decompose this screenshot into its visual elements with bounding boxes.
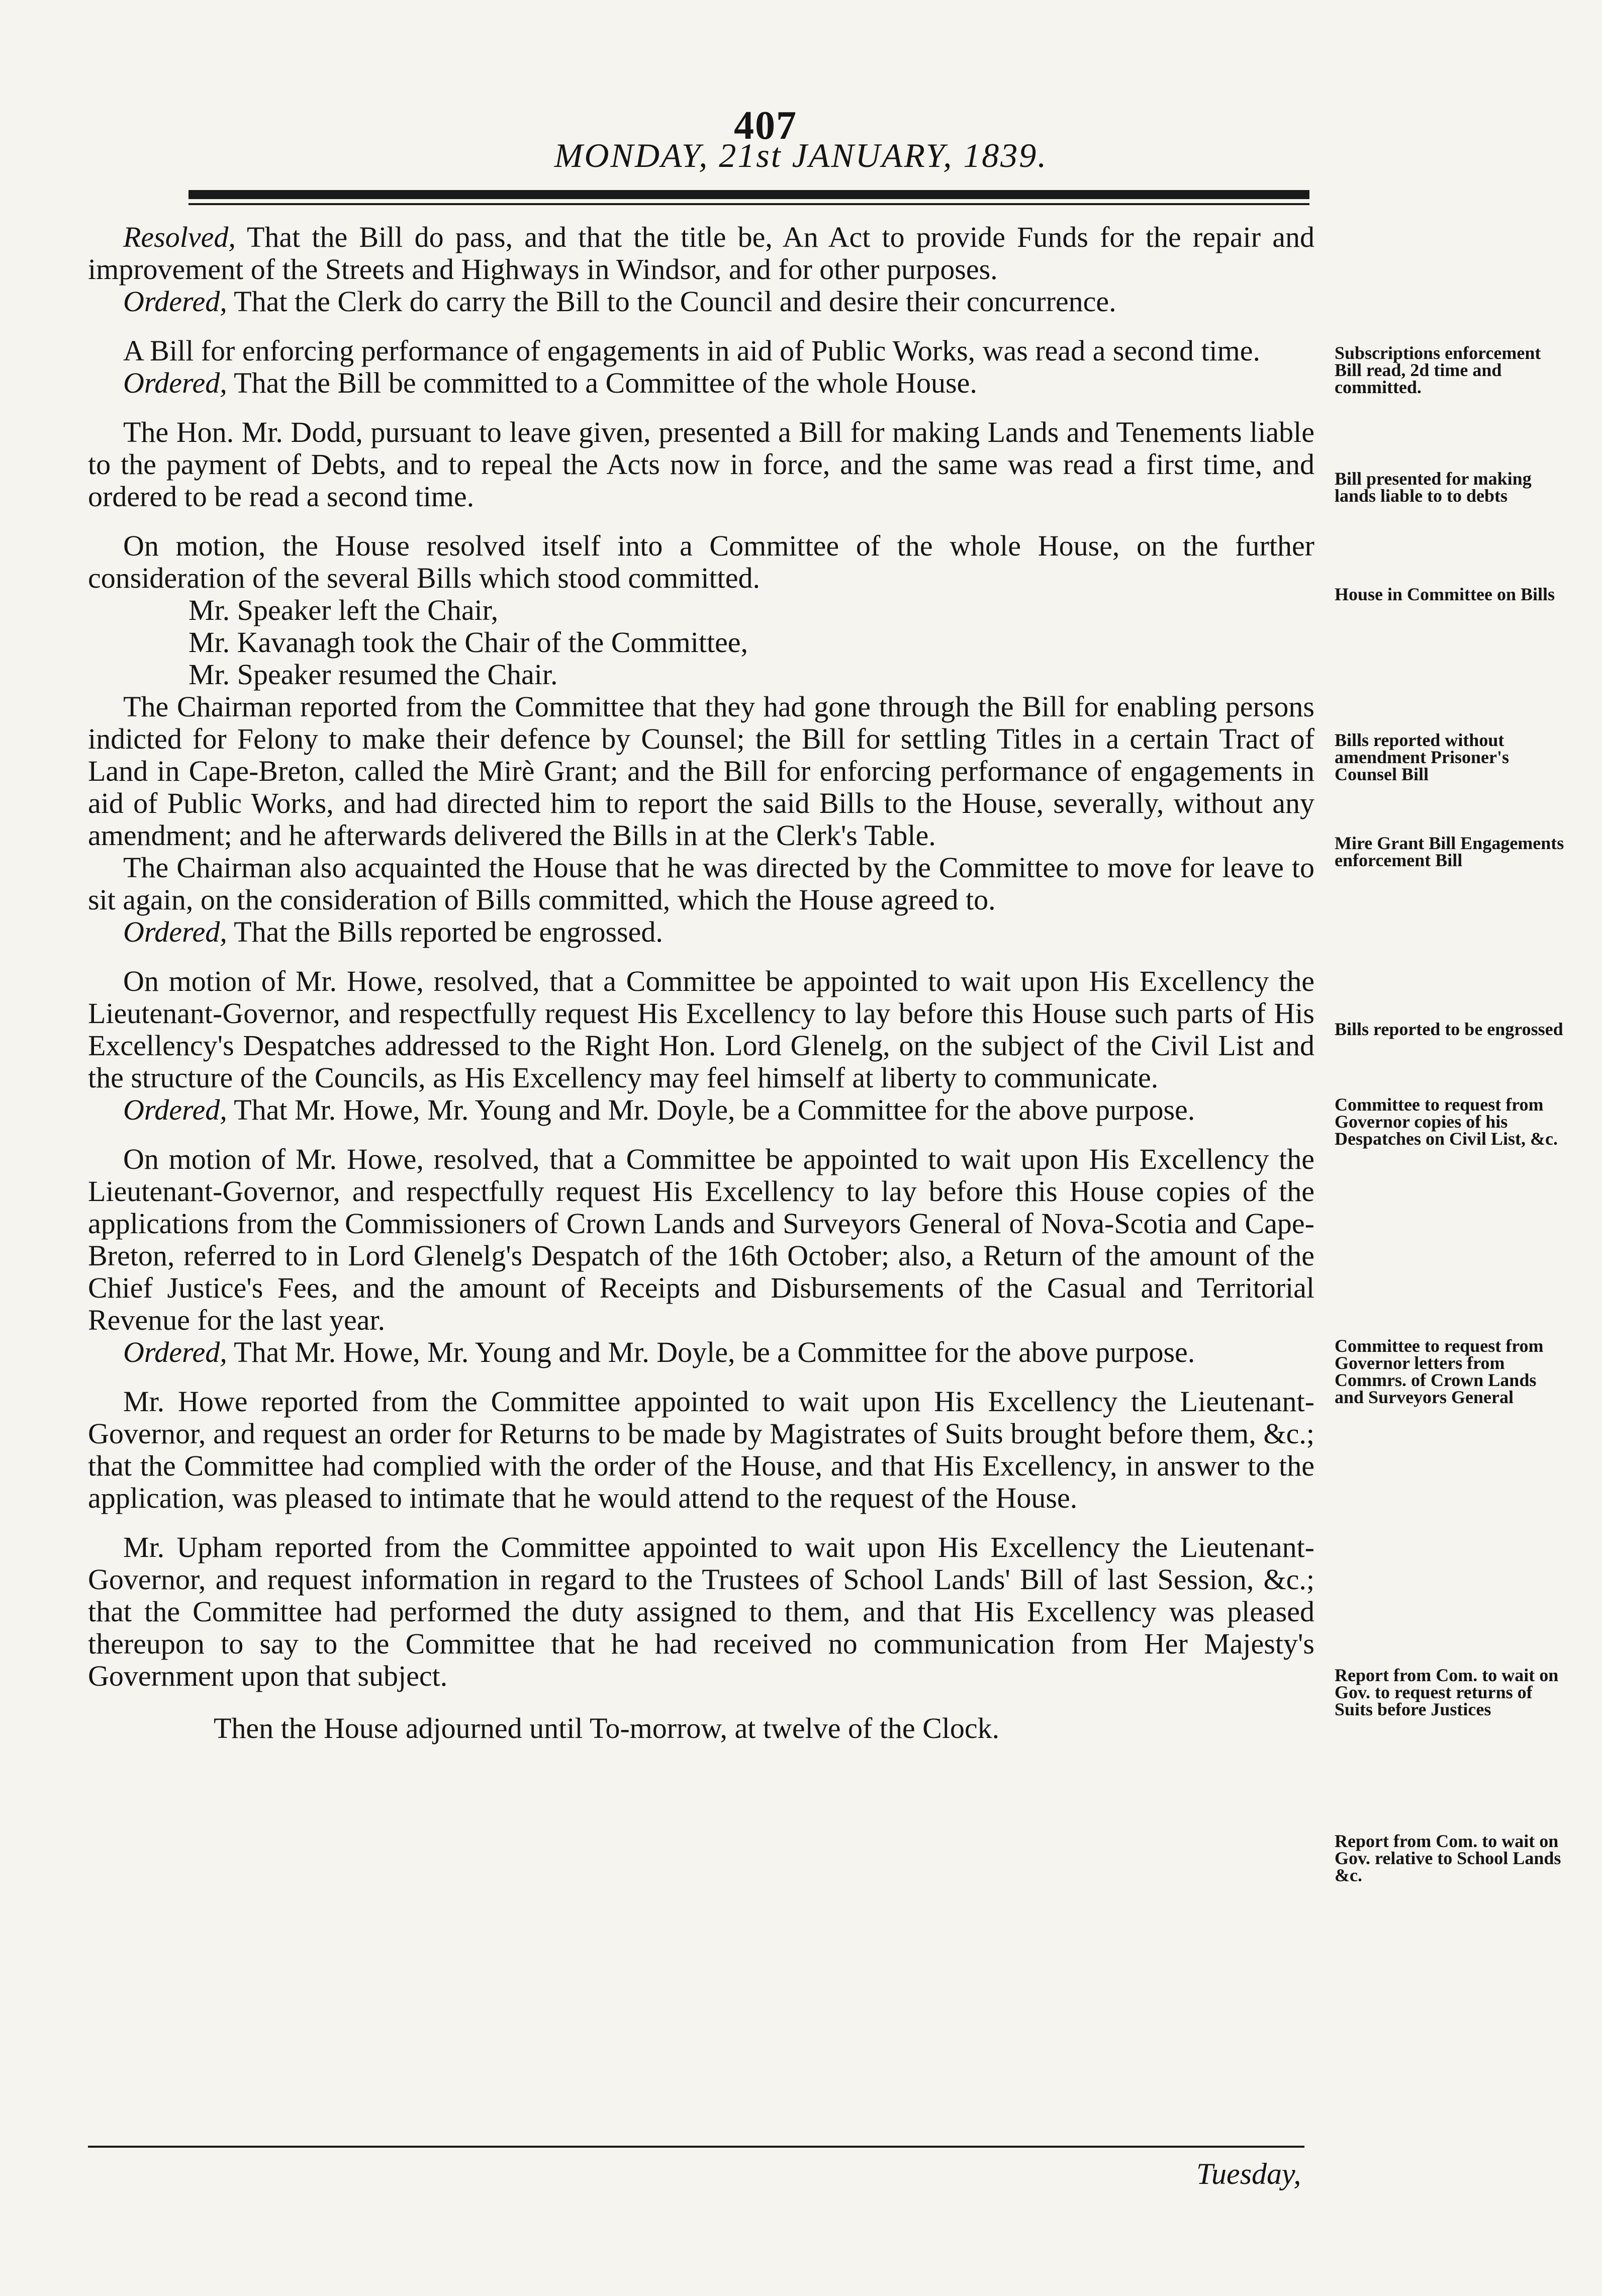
journal-body [88, 221, 1314, 1744]
paragraph-text: Then the House adjourned until To-morrow, at twelve of the Clock. [214, 1712, 1000, 1744]
page-number: 407 [734, 104, 797, 148]
paragraph-lead: Ordered, [123, 366, 227, 399]
margin-note: Subscriptions enforcement Bill read, 2d time and committed. [1335, 343, 1541, 397]
paragraph-text: That Mr. Howe, Mr. Young and Mr. Doyle, be a Committee for the above purpose. [227, 1336, 1195, 1368]
paragraph-lead: Ordered, [123, 1093, 227, 1126]
paragraph [88, 286, 1314, 318]
margin-note: Report from Com. to wait on Gov. to request returns of Suits before Justices [1335, 1665, 1559, 1719]
paragraph-text: A Bill for enforcing performance of engagements in aid of Public Works, was read a second time. [123, 334, 1261, 367]
paragraph [88, 659, 1314, 691]
paragraph-text: On motion of Mr. Howe, resolved, that a Committee be appointed to wait upon His Excellency the Lieutenant-Governor, and respectfully request His Excellency to lay before this House such parts of His Excellency's Despatches addressed to the Right Hon. Lord Glenelg, on the subject of the Civil List and the structure of the Councils, as His Excellency may feel himself at liberty to communicate. [88, 965, 1314, 1094]
paragraph-text: On motion of Mr. Howe, resolved, that a Committee be appointed to wait upon His Excellency the Lieutenant-Governor, and respectfully request His Excellency to lay before this House copies of the applications from the Commissioners of Crown Lands and Surveyors General of Nova-Scotia and Cape-Breton, referred to in Lord Glenelg's Despatch of the 16th October; also, a Return of the amount of the Chief Justice's Fees, and the amount of Receipts and Disbursements of the Casual and Territorial Revenue for the last year. [88, 1143, 1314, 1336]
paragraph-text: The Hon. Mr. Dodd, pursuant to leave given, presented a Bill for making Lands and Tenements liable to the payment of Debts, and to repeal the Acts now in force, and the same was read a first time, and ordered to be read a second time. [88, 416, 1314, 513]
paragraph [88, 1712, 1314, 1744]
paragraph-text: That the Bill be committed to a Committee of the whole House. [227, 366, 977, 399]
date-heading: MONDAY, 21st JANUARY, 1839. [554, 136, 1048, 174]
header-rule-thick [189, 190, 1309, 199]
margin-note: Report from Com. to wait on Gov. relative to School Lands &c. [1335, 1831, 1561, 1885]
margin-note: House in Committee on Bills [1335, 584, 1555, 604]
paragraph [88, 367, 1314, 399]
paragraph-text: The Chairman reported from the Committee that they had gone through the Bill for enabling persons indicted for Felony to make their defence by Counsel; the Bill for settling Titles in a certain Tract of Land in Cape-Breton, called the Mirè Grant; and the Bill for enforcing performance of engagements in aid of Public Works, and had directed him to report the said Bills to the House, severally, without any amendment; and he afterwards delivered the Bills in at the Clerk's Table. [88, 690, 1314, 852]
paragraph [88, 1386, 1314, 1514]
paragraph-text: The Chairman also acquainted the House that he was directed by the Committee to move for leave to sit again, on the consideration of Bills committed, which the House agreed to. [88, 851, 1314, 916]
paragraph [88, 965, 1314, 1094]
paragraph-text: On motion, the House resolved itself into a Committee of the whole House, on the further consideration of the several Bills which stood committed. [88, 529, 1314, 594]
paragraph [88, 1143, 1314, 1336]
paragraph [88, 1531, 1314, 1692]
paragraph-lead: Ordered, [123, 285, 227, 318]
paragraph [88, 691, 1314, 852]
paragraph [88, 530, 1314, 594]
paragraph-text: That the Bill do pass, and that the title be, An Act to provide Funds for the repair and improvement of the Streets and Highways in Windsor, and for other purposes. [88, 221, 1314, 286]
paragraph-lead: Ordered, [123, 1336, 227, 1368]
footer-rule [88, 2146, 1304, 2148]
paragraph-text: Mr. Howe reported from the Committee appointed to wait upon His Excellency the Lieutenant-Governor, and request an order for Returns to be made by Magistrates of Suits brought before them, &c.; that the Committee had complied with the order of the House, and that His Excellency, in answer to the application, was pleased to intimate that he would attend to the request of the House. [88, 1385, 1314, 1514]
paragraph-text: Mr. Upham reported from the Committee appointed to wait upon His Excellency the Lieutenant-Governor, and request information in regard to the Trustees of School Lands' Bill of last Session, &c.; that the Committee had performed the duty assigned to them, and that His Excellency was pleased thereupon to say to the Committee that he had received no communication from Her Majesty's Government upon that subject. [88, 1531, 1314, 1692]
margin-note: Bill presented for making lands liable to to debts [1335, 469, 1532, 506]
paragraph [88, 416, 1314, 513]
margin-note: Committee to request from Governor letters from Commrs. of Crown Lands and Surveyors General [1335, 1336, 1544, 1407]
paragraph [88, 626, 1314, 659]
paragraph-text: That the Bills reported be engrossed. [227, 915, 663, 948]
paragraph-lead: Ordered, [123, 915, 227, 948]
paragraph [88, 594, 1314, 626]
paragraph [88, 916, 1314, 948]
margin-note: Bills reported to be engrossed [1335, 1019, 1563, 1039]
paragraph-text: Mr. Speaker resumed the Chair. [189, 658, 558, 691]
catchword: Tuesday, [1196, 2157, 1301, 2190]
paragraph [88, 335, 1314, 367]
paragraph [88, 1336, 1314, 1368]
header-rule-thin [189, 203, 1309, 205]
margin-note: Bills reported without amendment Prisoner's Counsel Bill [1335, 730, 1509, 784]
paragraph [88, 1094, 1314, 1126]
paragraph-text: Mr. Kavanagh took the Chair of the Committee, [189, 626, 748, 659]
paragraph-text: That Mr. Howe, Mr. Young and Mr. Doyle, be a Committee for the above purpose. [227, 1093, 1195, 1126]
margin-note: Committee to request from Governor copies of his Despatches on Civil List, &c. [1335, 1094, 1558, 1149]
margin-note: Mire Grant Bill Engagements enforcement Bill [1335, 833, 1564, 870]
paragraph-text: Mr. Speaker left the Chair, [189, 594, 499, 626]
paragraph-lead: Resolved, [123, 221, 236, 253]
paragraph-text: That the Clerk do carry the Bill to the Council and desire their concurrence. [227, 285, 1116, 318]
paragraph [88, 852, 1314, 916]
paragraph [88, 221, 1314, 286]
